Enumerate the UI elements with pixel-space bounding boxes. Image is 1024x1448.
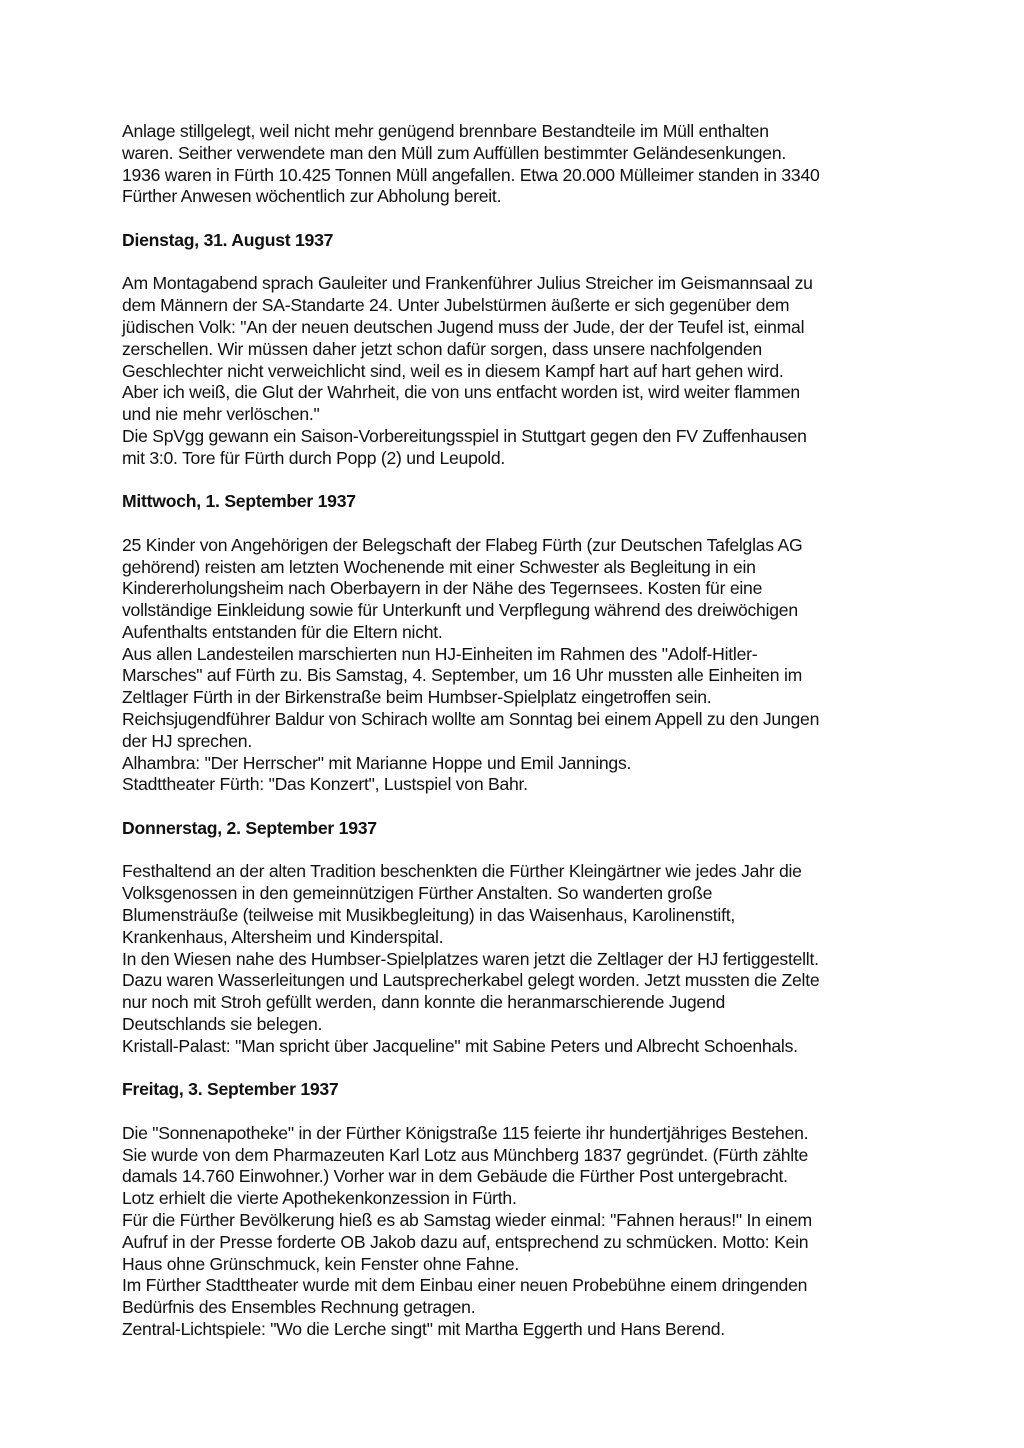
date-heading: Dienstag, 31. August 1937	[122, 229, 334, 250]
text-line: Zentral-Lichtspiele: "Wo die Lerche singt" mit Martha Eggerth und Hans Berend.	[122, 1318, 725, 1339]
text-line: Aufruf in der Presse forderte OB Jakob dazu auf, entsprechend zu schmücken. Motto: Kein	[122, 1231, 809, 1252]
text-line: gehörend) reisten am letzten Wochenende mit einer Schwester als Begleitung in ein	[122, 556, 756, 577]
intro-paragraph	[122, 121, 922, 208]
document-page	[122, 121, 922, 1341]
text-line: Zeltlager Fürth in der Birkenstraße beim Humbser-Spielplatz eingetroffen sein.	[122, 687, 712, 708]
text-line: Fürther Anwesen wöchentlich zur Abholung bereit.	[122, 186, 502, 207]
text-line: Marsches" auf Fürth zu. Bis Samstag, 4. September, um 16 Uhr mussten alle Einheiten im	[122, 665, 803, 686]
text-line: Stadttheater Fürth: "Das Konzert", Lustspiel von Bahr.	[122, 774, 528, 795]
text-line: Deutschlands sie belegen.	[122, 1013, 323, 1034]
text-line: nur noch mit Stroh gefüllt werden, dann konnte die heranmarschierende Jugend	[122, 992, 726, 1013]
text-line: Volksgenossen in den gemeinnützigen Fürther Anstalten. So wanderten große	[122, 883, 713, 904]
date-heading: Donnerstag, 2. September 1937	[122, 817, 377, 838]
entry-paragraph	[122, 861, 922, 1057]
text-line: Festhaltend an der alten Tradition beschenkten die Fürther Kleingärtner wie jedes Jahr die	[122, 861, 802, 882]
text-line: Am Montagabend sprach Gauleiter und Frankenführer Julius Streicher im Geismannsaal zu	[122, 273, 813, 294]
text-line: und nie mehr verlöschen."	[122, 404, 320, 425]
text-line: Aufenthalts entstanden für die Eltern nicht.	[122, 621, 443, 642]
text-line: Krankenhaus, Altersheim und Kinderspital.	[122, 926, 444, 947]
text-line: damals 14.760 Einwohner.) Vorher war in dem Gebäude die Fürther Post untergebracht.	[122, 1166, 788, 1187]
text-line: In den Wiesen nahe des Humbser-Spielplatzes waren jetzt die Zeltlager der HJ fertiggestellt.	[122, 948, 819, 969]
text-line: jüdischen Volk: "An der neuen deutschen Jugend muss der Jude, der der Teufel ist, einmal	[122, 317, 805, 337]
text-line: waren. Seither verwendete man den Müll zum Auffüllen bestimmter Geländesenkungen.	[122, 142, 787, 163]
text-line: zerschellen. Wir müssen daher jetzt schon dafür sorgen, dass unsere nachfolgenden	[122, 338, 762, 359]
text-line: Lotz erhielt die vierte Apothekenkonzession in Fürth.	[122, 1188, 517, 1209]
text-line: Für die Fürther Bevölkerung hieß es ab Samstag wieder einmal: "Fahnen heraus!" In einem	[122, 1209, 812, 1230]
text-line: 25 Kinder von Angehörigen der Belegschaft der Flabeg Fürth (zur Deutschen Tafelglas AG	[122, 534, 803, 555]
text-line: Aus allen Landesteilen marschierten nun HJ-Einheiten im Rahmen des "Adolf-Hitler-	[122, 643, 758, 664]
text-line: dem Männern der SA-Standarte 24. Unter Jubelstürmen äußerte er sich gegenüber dem	[122, 295, 790, 316]
text-line: Bedürfnis des Ensembles Rechnung getragen.	[122, 1297, 476, 1318]
text-line: Die "Sonnenapotheke" in der Fürther Königstraße 115 feierte ihr hundertjähriges Bestehen.	[122, 1122, 809, 1143]
text-line: Haus ohne Grünschmuck, kein Fenster ohne Fahne.	[122, 1253, 520, 1274]
text-line: Die SpVgg gewann ein Saison-Vorbereitungsspiel in Stuttgart gegen den FV Zuffenhausen	[122, 425, 807, 446]
text-line: Aber ich weiß, die Glut der Wahrheit, die von uns entfacht worden ist, wird weiter flammen	[122, 382, 800, 403]
entry-paragraph	[122, 535, 922, 796]
text-line: mit 3:0. Tore für Fürth durch Popp (2) und Leupold.	[122, 447, 506, 468]
text-line: Anlage stillgelegt, weil nicht mehr genügend brennbare Bestandteile im Müll enthalten	[122, 121, 769, 141]
text-line: Alhambra: "Der Herrscher" mit Marianne Hoppe und Emil Jannings.	[122, 752, 632, 773]
sections	[122, 230, 922, 1341]
text-line: Geschlechter nicht verweichlicht sind, weil es in diesem Kampf hart auf hart gehen wird.	[122, 360, 784, 381]
text-line: Kristall-Palast: "Man spricht über Jacqueline" mit Sabine Peters und Albrecht Schoenhals.	[122, 1035, 798, 1056]
text-line: Blumensträuße (teilweise mit Musikbegleitung) in das Waisenhaus, Karolinenstift,	[122, 905, 736, 926]
text-line: vollständige Einkleidung sowie für Unterkunft und Verpflegung während des dreiwöchigen	[122, 600, 798, 621]
text-line: Sie wurde von dem Pharmazeuten Karl Lotz aus Münchberg 1837 gegründet. (Fürth zählte	[122, 1144, 809, 1165]
date-heading: Freitag, 3. September 1937	[122, 1079, 339, 1100]
entry-paragraph	[122, 273, 922, 469]
text-line: Kindererholungsheim nach Oberbayern in der Nähe des Tegernsees. Kosten für eine	[122, 578, 763, 599]
text-line: der HJ sprechen.	[122, 730, 252, 751]
text-line: Reichsjugendführer Baldur von Schirach wollte am Sonntag bei einem Appell zu den Jungen	[122, 709, 820, 730]
entry-paragraph	[122, 1123, 922, 1341]
text-line: 1936 waren in Fürth 10.425 Tonnen Müll angefallen. Etwa 20.000 Mülleimer standen in 3340	[122, 164, 820, 185]
text-line: Im Fürther Stadttheater wurde mit dem Einbau einer neuen Probebühne einem dringenden	[122, 1275, 808, 1296]
date-heading: Mittwoch, 1. September 1937	[122, 491, 356, 512]
text-line: Dazu waren Wasserleitungen und Lautsprecherkabel gelegt worden. Jetzt mussten die Zelte	[122, 970, 820, 991]
